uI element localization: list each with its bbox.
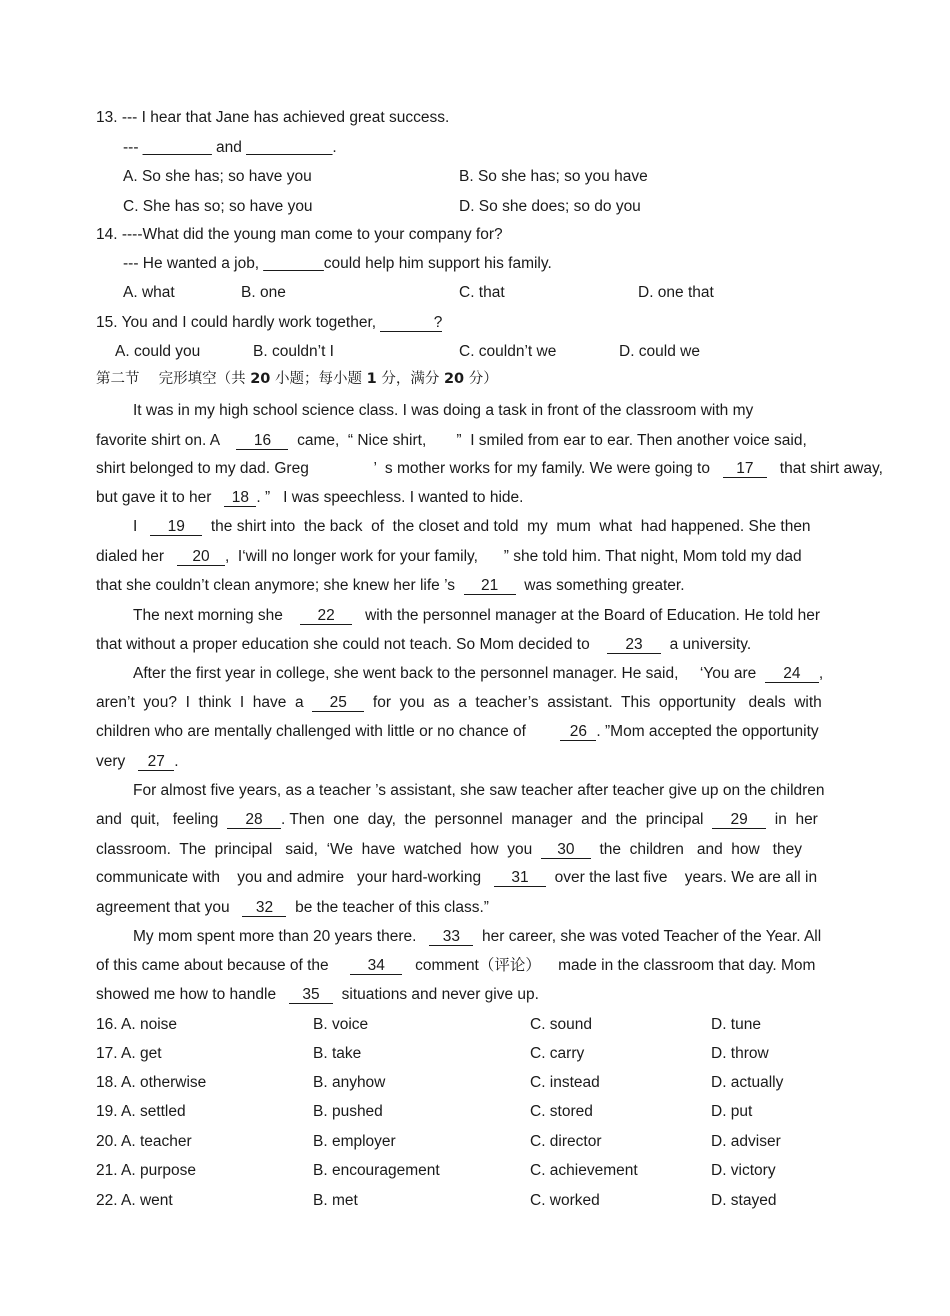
passage-text: . bbox=[174, 753, 179, 770]
passage-text: with the personnel manager at the Board of Education. He told her bbox=[365, 607, 821, 624]
passage-line-11 bbox=[96, 693, 822, 713]
passage-text: be the teacher of this class.” bbox=[295, 899, 489, 916]
passage-text: that she couldn’t clean anymore; she knew her life ’s bbox=[96, 577, 455, 594]
passage-text: . ” I was speechless. I wanted to hide. bbox=[256, 489, 524, 506]
blank-23: 23 bbox=[607, 636, 661, 654]
passage-line-17 bbox=[96, 868, 817, 888]
blank-19: 19 bbox=[150, 518, 202, 536]
passage-text: agreement that you bbox=[96, 899, 230, 916]
passage-line-14: For almost five years, as a teacher ’s assistant, she saw teacher after teacher give up on the children bbox=[133, 782, 825, 799]
passage-text: that shirt away, bbox=[779, 460, 883, 477]
q13-stem: 13. --- I hear that Jane has achieved great success. bbox=[96, 109, 450, 126]
blank-21: 21 bbox=[464, 577, 516, 595]
passage-line-20 bbox=[96, 956, 815, 976]
passage-text: but gave it to her bbox=[96, 489, 212, 506]
passage-line-10 bbox=[133, 664, 823, 684]
passage-text: very bbox=[96, 753, 126, 770]
passage-text: My mom spent more than 20 years there. bbox=[133, 928, 417, 945]
option-19-d: D. put bbox=[711, 1103, 753, 1120]
option-19-a: 19. A. settled bbox=[96, 1103, 186, 1120]
passage-line-6 bbox=[96, 547, 802, 567]
option-22-b: B. met bbox=[313, 1192, 358, 1209]
option-21-b: B. encouragement bbox=[313, 1162, 440, 1179]
passage-text: favorite shirt on. A bbox=[96, 432, 220, 449]
passage-text: aren’t you? I think I have a bbox=[96, 694, 304, 711]
q13-option-c: C. She has so; so have you bbox=[123, 198, 313, 215]
passage-text: . ”Mom accepted the opportunity bbox=[596, 723, 819, 740]
passage-line-13 bbox=[96, 752, 179, 772]
option-19-c: C. stored bbox=[530, 1103, 593, 1120]
q14-option-d: D. one that bbox=[638, 284, 714, 301]
blank-31: 31 bbox=[494, 869, 546, 887]
passage-line-9 bbox=[96, 635, 751, 655]
passage-text: dialed her bbox=[96, 548, 165, 565]
passage-line-19 bbox=[133, 927, 821, 947]
option-17-a: 17. A. get bbox=[96, 1045, 162, 1062]
blank-34: 34 bbox=[350, 957, 402, 975]
passage-text: in her bbox=[774, 811, 818, 828]
passage-text: came, “ Nice shirt, ” I smiled from ear to ear. Then another voice said, bbox=[297, 432, 807, 449]
blank-22: 22 bbox=[300, 607, 352, 625]
passage-line-4 bbox=[96, 488, 523, 508]
option-21-c: C. achievement bbox=[530, 1162, 638, 1179]
blank-20: 20 bbox=[177, 548, 225, 566]
blank-28: 28 bbox=[227, 811, 281, 829]
option-18-d: D. actually bbox=[711, 1074, 784, 1091]
passage-text: of this came about because of the bbox=[96, 957, 329, 974]
passage-line-3 bbox=[96, 459, 883, 479]
passage-line-12 bbox=[96, 722, 819, 742]
passage-line-2 bbox=[96, 431, 807, 451]
blank-33: 33 bbox=[429, 928, 473, 946]
q14-stem: 14. ----What did the young man come to your company for? bbox=[96, 226, 503, 243]
q14-option-b: B. one bbox=[241, 284, 286, 301]
passage-line-21 bbox=[96, 985, 539, 1005]
passage-text: comment（评论） made in the classroom that day. Mom bbox=[415, 957, 816, 974]
passage-text: that without a proper education she could not teach. So Mom decided to bbox=[96, 636, 590, 653]
section-mid1: 小题；每小题 bbox=[270, 371, 367, 387]
q14-reply: --- He wanted a job, _______could help him support his family. bbox=[123, 255, 552, 272]
q15-option-a: A. could you bbox=[115, 343, 201, 360]
passage-line-15 bbox=[96, 810, 818, 830]
passage-line-16 bbox=[96, 840, 802, 860]
option-20-a: 20. A. teacher bbox=[96, 1133, 192, 1150]
option-20-c: C. director bbox=[530, 1133, 602, 1150]
passage-line-7 bbox=[96, 576, 685, 596]
passage-text: classroom. The principal said, ‘We have watched how you bbox=[96, 841, 533, 858]
passage-text: situations and never give up. bbox=[341, 986, 539, 1003]
passage-text: her career, she was voted Teacher of the Year. All bbox=[481, 928, 822, 945]
q14-option-a: A. what bbox=[123, 284, 175, 301]
option-17-c: C. carry bbox=[530, 1045, 585, 1062]
passage-line-5 bbox=[133, 517, 811, 537]
blank-32: 32 bbox=[242, 899, 286, 917]
option-18-a: 18. A. otherwise bbox=[96, 1074, 207, 1091]
passage-text: The next morning she bbox=[133, 607, 283, 624]
q15-option-d: D. could we bbox=[619, 343, 700, 360]
q14-option-c: C. that bbox=[459, 284, 505, 301]
passage-text: communicate with you and admire your hard-working bbox=[96, 869, 482, 886]
blank-26: 26 bbox=[560, 723, 596, 741]
blank-25: 25 bbox=[312, 694, 364, 712]
q15-option-c: C. couldn’t we bbox=[459, 343, 557, 360]
option-16-c: C. sound bbox=[530, 1016, 593, 1033]
option-18-b: B. anyhow bbox=[313, 1074, 386, 1091]
passage-line-18 bbox=[96, 898, 489, 918]
q13-reply: --- ________ and __________. bbox=[123, 139, 337, 156]
passage-text: was something greater. bbox=[524, 577, 685, 594]
option-19-b: B. pushed bbox=[313, 1103, 383, 1120]
passage-text: , I‘will no longer work for your family, ” she told him. That night, Mom told my dad bbox=[225, 548, 802, 565]
passage-text: . Then one day, the personnel manager and the principal bbox=[281, 811, 704, 828]
option-16-d: D. tune bbox=[711, 1016, 761, 1033]
passage-text: a university. bbox=[669, 636, 752, 653]
passage-line-1: It was in my high school science class. I was doing a task in front of the classroom with my bbox=[133, 402, 754, 419]
blank-29: 29 bbox=[712, 811, 766, 829]
section-heading bbox=[96, 369, 498, 389]
section-points-each: 1 bbox=[366, 371, 377, 387]
passage-text: showed me how to handle bbox=[96, 986, 277, 1003]
option-16-b: B. voice bbox=[313, 1016, 369, 1033]
option-22-d: D. stayed bbox=[711, 1192, 777, 1209]
section-mid2: 分，满分 bbox=[376, 371, 444, 387]
passage-text: After the first year in college, she went back to the personnel manager. He said, ‘You are bbox=[133, 665, 757, 682]
blank-30: 30 bbox=[541, 841, 591, 859]
blank-24: 24 bbox=[765, 665, 819, 683]
option-16-a: 16. A. noise bbox=[96, 1016, 178, 1033]
option-17-b: B. take bbox=[313, 1045, 362, 1062]
q13-option-a: A. So she has; so have you bbox=[123, 168, 312, 185]
option-18-c: C. instead bbox=[530, 1074, 600, 1091]
passage-text: children who are mentally challenged with little or no chance of bbox=[96, 723, 526, 740]
passage-text: shirt belonged to my dad. Greg bbox=[96, 460, 309, 477]
blank-18: 18 bbox=[224, 489, 256, 507]
passage-text: the shirt into the back of the closet and told my mum what had happened. She then bbox=[210, 518, 811, 535]
blank-16: 16 bbox=[236, 432, 288, 450]
q13-option-b: B. So she has; so you have bbox=[459, 168, 648, 185]
q15-stem-text: 15. You and I could hardly work together, bbox=[96, 314, 381, 331]
option-21-d: D. victory bbox=[711, 1162, 776, 1179]
option-21-a: 21. A. purpose bbox=[96, 1162, 196, 1179]
option-20-d: D. adviser bbox=[711, 1133, 781, 1150]
blank-27: 27 bbox=[138, 753, 174, 771]
section-post: 分） bbox=[464, 371, 498, 387]
passage-text: , bbox=[818, 665, 824, 682]
passage-text: and quit, feeling bbox=[96, 811, 219, 828]
blank-17: 17 bbox=[723, 460, 767, 478]
q15-option-b: B. couldn’t I bbox=[253, 343, 334, 360]
passage-text: over the last five years. We are all in bbox=[554, 869, 818, 886]
passage-text: I bbox=[133, 518, 138, 535]
passage-text: for you as a teacher’s assistant. This opportunity deals with bbox=[372, 694, 822, 711]
passage-text: ’ s mother works for my family. We were going to bbox=[373, 460, 710, 477]
option-17-d: D. throw bbox=[711, 1045, 769, 1062]
option-22-a: 22. A. went bbox=[96, 1192, 173, 1209]
section-pre: 第二节 完形填空（共 bbox=[96, 371, 251, 387]
section-total-points: 20 bbox=[443, 371, 465, 387]
option-20-b: B. employer bbox=[313, 1133, 396, 1150]
section-total-questions: 20 bbox=[250, 371, 271, 387]
q15-blank: ? bbox=[380, 314, 442, 332]
q15-stem bbox=[96, 313, 442, 333]
q13-option-d: D. So she does; so do you bbox=[459, 198, 641, 215]
option-22-c: C. worked bbox=[530, 1192, 600, 1209]
passage-line-8 bbox=[133, 606, 820, 626]
passage-text: the children and how they bbox=[599, 841, 802, 858]
blank-35: 35 bbox=[289, 986, 333, 1004]
